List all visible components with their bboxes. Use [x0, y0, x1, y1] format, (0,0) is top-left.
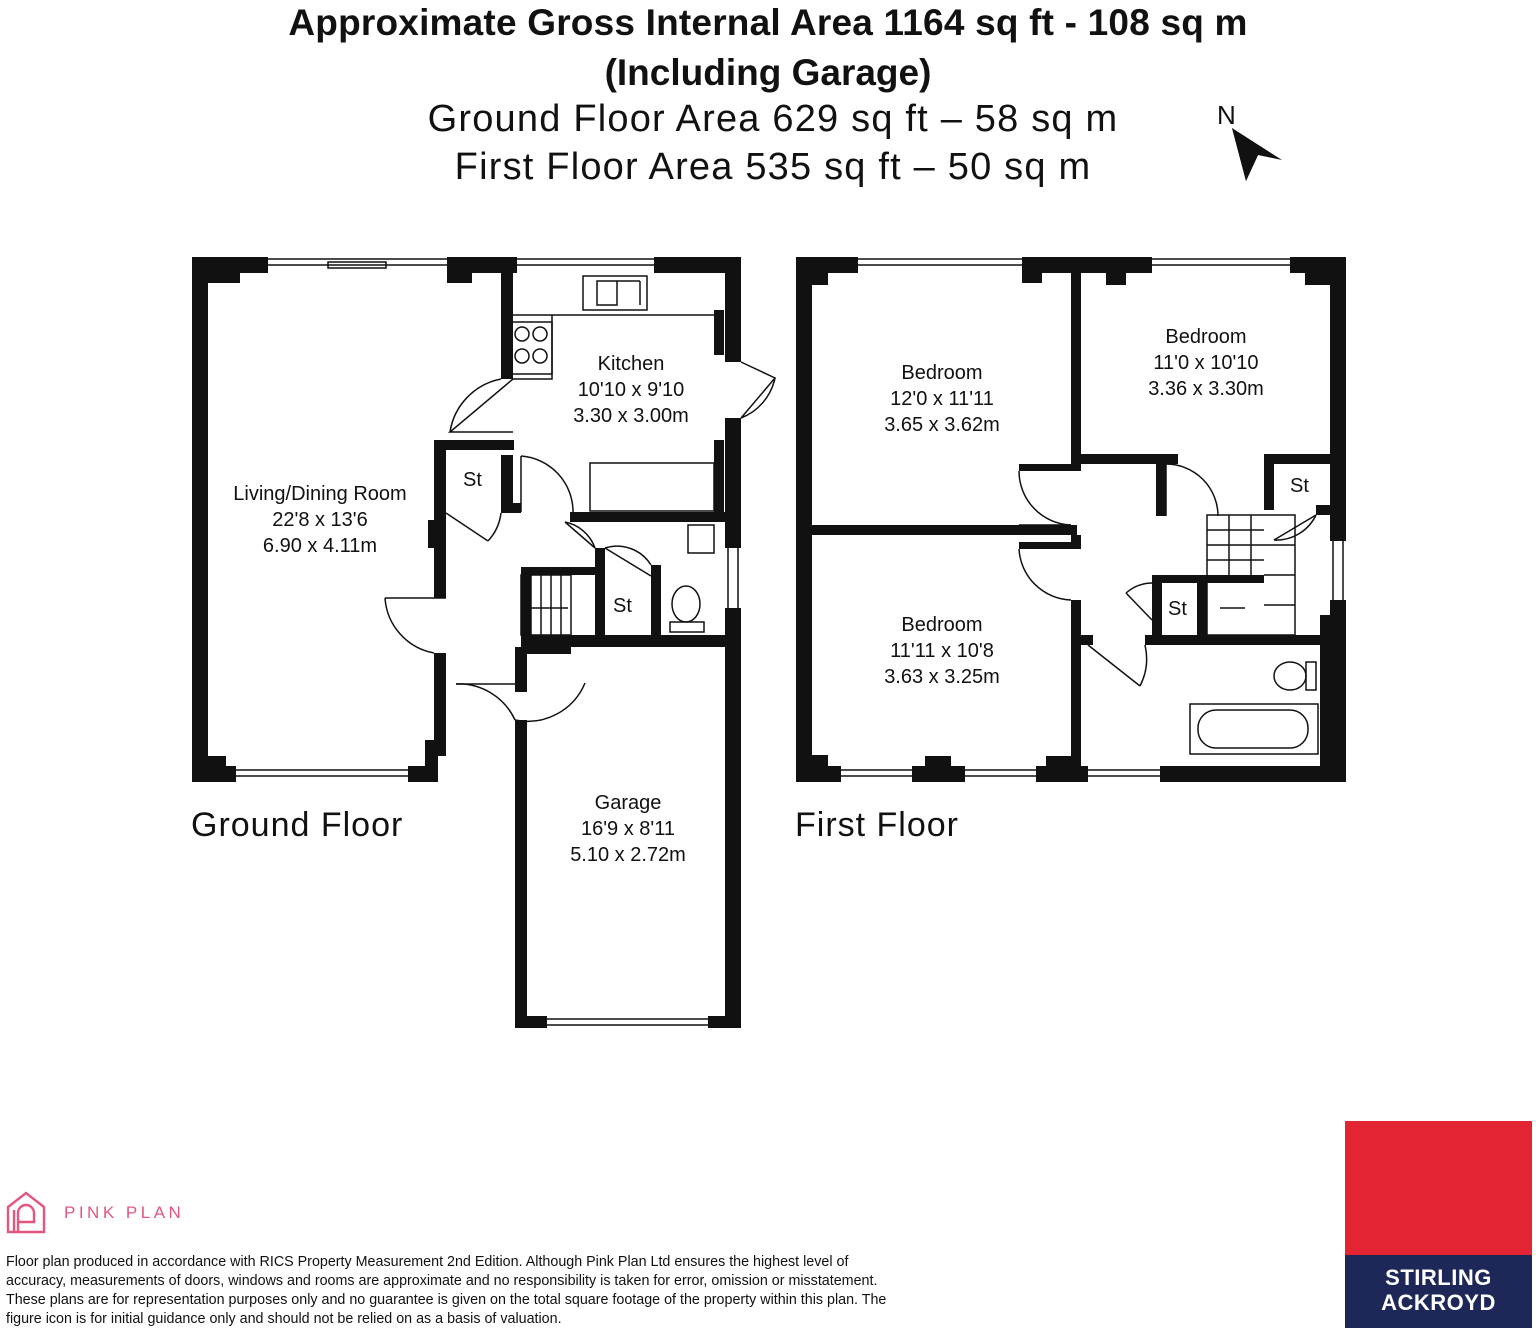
- logo-navy-panel: [1345, 1255, 1532, 1328]
- room-name: Bedroom: [1165, 326, 1247, 348]
- kitchen-label: [545, 351, 717, 429]
- area-title-note: (Including Garage): [604, 52, 932, 93]
- room-imperial-size: 22'8 x 13'6: [272, 509, 368, 531]
- first-floor-area: First Floor Area 535 sq ft – 50 sq m: [454, 146, 1092, 188]
- store-label: St: [1290, 475, 1309, 497]
- room-imperial-size: 12'0 x 11'11: [890, 388, 994, 410]
- room-name: Bedroom: [901, 362, 983, 384]
- room-metric-size: 6.90 x 4.11m: [262, 535, 378, 557]
- disclaimer-text: Floor plan produced in accordance with RICS Property Measurement 2nd Edition. Although Pink Plan Ltd ensures the highest level of accuracy, measurements of doors, windows and rooms are approximate and no responsibility is taken for error, omission or misstatement. These plans are for representation purposes only and no guarantee is given on the total square footage of the property within this plan. The figure icon is for initial guidance only and should not be relied on as a basis of valuation.: [6, 1254, 887, 1327]
- room-metric-size: 3.63 x 3.25m: [884, 666, 1000, 688]
- north-label: N: [1217, 100, 1236, 130]
- bedroom-3-label: [856, 612, 1028, 690]
- room-metric-size: 3.65 x 3.62m: [884, 414, 1000, 436]
- ground-floor-label: Ground Floor: [191, 806, 404, 844]
- room-name: Garage: [594, 792, 662, 814]
- store-label: St: [1168, 598, 1187, 620]
- pink-plan-brand-name: PINK PLAN: [64, 1203, 185, 1222]
- agent-name-line1: STIRLING: [1385, 1265, 1492, 1290]
- bedroom-1-label: [856, 360, 1028, 438]
- ground-floor-area: Ground Floor Area 629 sq ft – 58 sq m: [427, 98, 1119, 140]
- room-name: Bedroom: [901, 614, 983, 636]
- room-imperial-size: 16'9 x 8'11: [580, 818, 675, 840]
- first-floor-label: First Floor: [795, 806, 959, 844]
- room-imperial-size: 10'10 x 9'10: [577, 379, 685, 401]
- room-imperial-size: 11'11 x 10'8: [890, 640, 994, 662]
- room-name: Kitchen: [597, 353, 665, 375]
- garage-label: [542, 790, 714, 868]
- pink-plan-brand: [8, 1192, 184, 1234]
- stirling-ackroyd-logo: [1345, 1121, 1532, 1328]
- agent-name-line2: ACKROYD: [1381, 1290, 1496, 1315]
- bedroom-2-label: [1120, 324, 1292, 402]
- store-label: St: [463, 469, 482, 491]
- room-name: Living/Dining Room: [233, 483, 407, 505]
- room-metric-size: 3.30 x 3.00m: [573, 405, 689, 427]
- area-title: Approximate Gross Internal Area 1164 sq ft - 108 sq m: [288, 2, 1248, 43]
- room-metric-size: 5.10 x 2.72m: [570, 844, 686, 866]
- compass-north-arrow-icon: [1232, 128, 1282, 181]
- store-label: St: [613, 595, 632, 617]
- room-imperial-size: 11'0 x 10'10: [1153, 352, 1259, 374]
- room-metric-size: 3.36 x 3.30m: [1148, 378, 1264, 400]
- living-dining-room-label: [205, 481, 435, 559]
- logo-red-panel: [1345, 1121, 1532, 1255]
